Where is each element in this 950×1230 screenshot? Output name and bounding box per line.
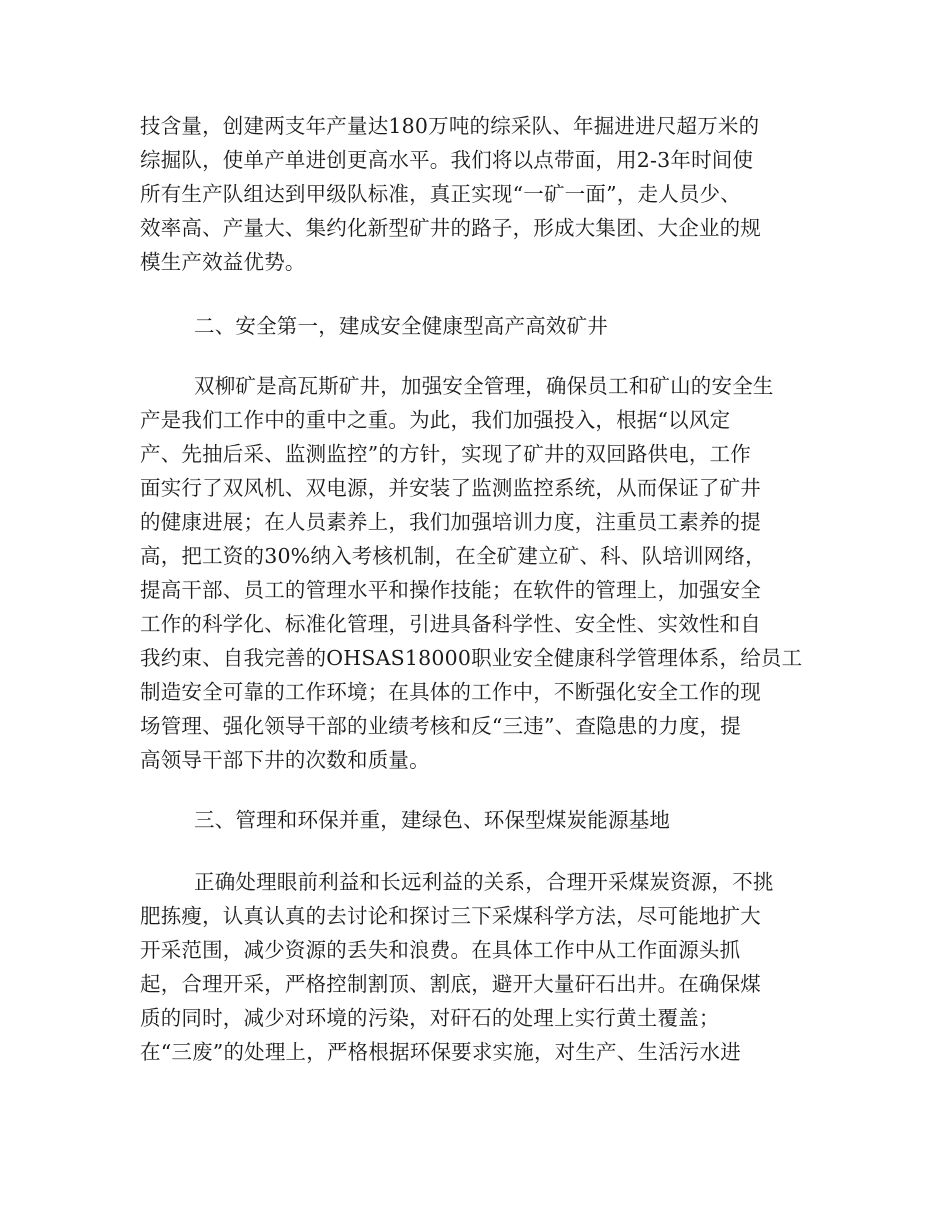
text-line: 模生产效益优势。	[140, 250, 306, 274]
text-line: 制造安全可靠的工作环境；在具体的工作中，不断强化安全工作的现	[140, 680, 761, 704]
text-line: 的健康进展；在人员素养上，我们加强培训力度，注重员工素养的提	[140, 510, 761, 534]
text-line: 工作的科学化、标准化管理，引进具备科学性、安全性、实效性和自	[140, 612, 761, 636]
text-line: 质的同时，减少对环境的污染，对矸石的处理上实行黄土覆盖；	[140, 1006, 720, 1030]
text-line: 提高干部、员工的管理水平和操作技能；在软件的管理上，加强安全	[140, 578, 761, 602]
text-line: 开采范围，减少资源的丢失和浪费。在具体工作中从工作面源头抓	[140, 938, 741, 962]
text-line: 技含量，创建两支年产量达180万吨的综采队、年掘进进尺超万米的	[140, 114, 760, 138]
text-line: 产是我们工作中的重中之重。为此，我们加强投入，根据“以风定	[140, 408, 731, 432]
text-line: 起，合理开采，严格控制割顶、割底，避开大量矸石出井。在确保煤	[140, 972, 761, 996]
text-line: 在“三废”的处理上，严格根据环保要求实施，对生产、生活污水进	[140, 1040, 741, 1064]
text-line: 场管理、强化领导干部的业绩考核和反“三违”、查隐患的力度，提	[140, 714, 741, 738]
text-line: 我约束、自我完善的OHSAS18000职业安全健康科学管理体系，给员工	[140, 646, 803, 670]
text-line: 双柳矿是高瓦斯矿井，加强安全管理，确保员工和矿山的安全生	[194, 374, 774, 398]
section-heading: 二、安全第一，建成安全健康型高产高效矿井	[194, 314, 608, 338]
section-heading: 三、管理和环保并重，建绿色、环保型煤炭能源基地	[194, 808, 671, 832]
text-line: 正确处理眼前利益和长远利益的关系，合理开采煤炭资源，不挑	[194, 870, 774, 894]
text-line: 所有生产队组达到甲级队标准，真正实现“一矿一面”，走人员少、	[140, 182, 741, 206]
text-line: 产、先抽后采、监测监控”的方针，实现了矿井的双回路供电，工作	[140, 442, 751, 466]
text-line: 综掘队，使单产单进创更高水平。我们将以点带面，用2-3年时间使	[140, 148, 754, 172]
text-line: 高领导干部下井的次数和质量。	[140, 748, 430, 772]
text-line: 肥拣瘦，认真认真的去讨论和探讨三下采煤科学方法，尽可能地扩大	[140, 904, 761, 928]
text-line: 效率高、产量大、集约化新型矿井的路子，形成大集团、大企业的规	[140, 216, 761, 240]
text-line: 面实行了双风机、双电源，并安装了监测监控系统，从而保证了矿井	[140, 476, 761, 500]
text-line: 高，把工资的30%纳入考核机制，在全矿建立矿、科、队培训网络，	[140, 544, 766, 568]
